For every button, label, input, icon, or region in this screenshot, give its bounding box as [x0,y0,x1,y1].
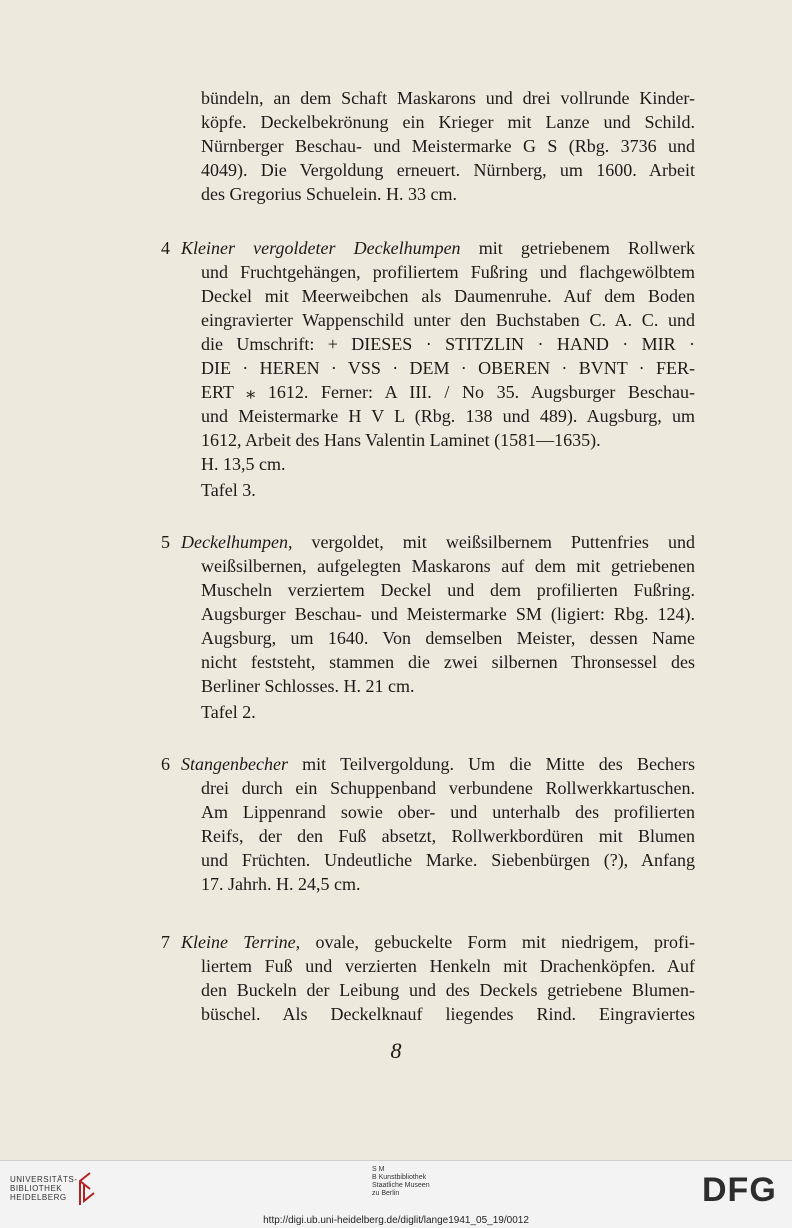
text-line: büschel. Als Deckelknauf liegendes Rind. Eingraviertes [201,1004,695,1024]
library-name-line: HEIDELBERG [10,1193,67,1202]
entry-title: Stangenbecher [181,754,288,774]
text-line: Augsburg, um 1640. Von demselben Meister, dessen Name [201,628,695,648]
museum-info-line: S M [372,1166,385,1173]
entry-heading-line: Stangenbecher mit Teilvergoldung. Um die Mitte des Bechers [181,754,695,774]
entry-number: 7 [161,932,170,952]
text-line: 4049). Die Vergoldung erneuert. Nürnberg, um 1600. Arbeit [201,160,695,180]
entry-title: Kleiner vergoldeter Deckelhumpen [181,238,461,258]
text-line: die Umschrift: + DIESES · STITZLIN · HAND · MIR · [201,334,695,354]
library-name-line: UNIVERSITÄTS- [10,1175,78,1184]
dfg-logo: DFG [702,1171,777,1209]
text-line: 17. Jahrh. H. 24,5 cm. [201,874,361,894]
text-line: Augsburger Beschau- und Meistermarke SM (ligiert: Rbg. 124). [201,604,695,624]
text-line: nicht feststeht, stammen die zwei silbernen Thronsessel des [201,652,695,672]
entry-number: 5 [161,532,170,552]
text-line: 1612, Arbeit des Hans Valentin Laminet (1581—1635). [201,430,601,450]
library-logo-icon [74,1171,96,1207]
text-line: köpfe. Deckelbekrönung ein Krieger mit Lanze und Schild. [201,112,695,132]
entry-number: 4 [161,238,170,258]
text-line: H. 13,5 cm. [201,454,286,474]
plate-reference: Tafel 2. [201,702,256,722]
text-line: Muscheln verziertem Deckel und dem profilierten Fußring. [201,580,695,600]
text-line: Berliner Schlosses. H. 21 cm. [201,676,415,696]
text-line: und Meistermarke H V L (Rbg. 138 und 489). Augsburg, um [201,406,695,426]
text-line: den Buckeln der Leibung und des Deckels getriebene Blumen- [201,980,695,1000]
text-line: des Gregorius Schuelein. H. 33 cm. [201,184,457,204]
text-line: Deckel mit Meerweibchen als Daumenruhe. Auf dem Boden [201,286,695,306]
text-line: liertem Fuß und verzierten Henkeln mit Drachenköpfen. Auf [201,956,695,976]
text-line: bündeln, an dem Schaft Maskarons und drei vollrunde Kinder- [201,88,695,108]
entry-number: 6 [161,754,170,774]
library-name-line: BIBLIOTHEK [10,1184,63,1193]
text-line: ERT ⁎ 1612. Ferner: A III. / No 35. Augsburger Beschau- [201,382,695,402]
museum-info-line: zu Berlin [372,1190,400,1197]
entry-heading-line: Kleine Terrine, ovale, gebuckelte Form mit niedrigem, profi- [181,932,695,952]
museum-info-line: B Kunstbibliothek [372,1174,427,1181]
entry-heading-line: Kleiner vergoldeter Deckelhumpen mit getriebenem Rollwerk [181,238,695,258]
text-line: DIE · HEREN · VSS · DEM · OBEREN · BVNT · FER- [201,358,695,378]
text-line: eingravierter Wappenschild unter den Buchstaben C. A. C. und [201,310,695,330]
text-line: und Fruchtgehängen, profiliertem Fußring und flachgewölbtem [201,262,695,282]
text-line: drei durch ein Schuppenband verbundene Rollwerkkartuschen. [201,778,695,798]
text-line: weißsilbernen, aufgelegten Maskarons auf dem mit getriebenen [201,556,695,576]
museum-info [372,1166,430,1198]
text-line: Am Lippenrand sowie ober- und unterhalb des profilierten [201,802,695,822]
text-line: Nürnberger Beschau- und Meistermarke G S (Rbg. 3736 und [201,136,695,156]
entry-title: Kleine Terrine, [181,932,301,952]
page-number: 8 [390,1038,402,1063]
text-line: und Früchten. Undeutliche Marke. Siebenbürgen (?), Anfang [201,850,695,870]
library-logo-text [10,1175,77,1202]
permalink-url[interactable]: http://digi.ub.uni-heidelberg.de/diglit/lange1941_05_19/0012 [263,1215,529,1226]
plate-reference: Tafel 3. [201,480,256,500]
entry-heading-line: Deckelhumpen, vergoldet, mit weißsilbernem Puttenfries und [181,532,695,552]
digitization-footer [0,1160,792,1228]
text-line: Reifs, der den Fuß absetzt, Rollwerkbordüren mit Blumen [201,826,695,846]
museum-info-line: Staatliche Museen [372,1182,430,1189]
entry-title: Deckelhumpen, [181,532,293,552]
